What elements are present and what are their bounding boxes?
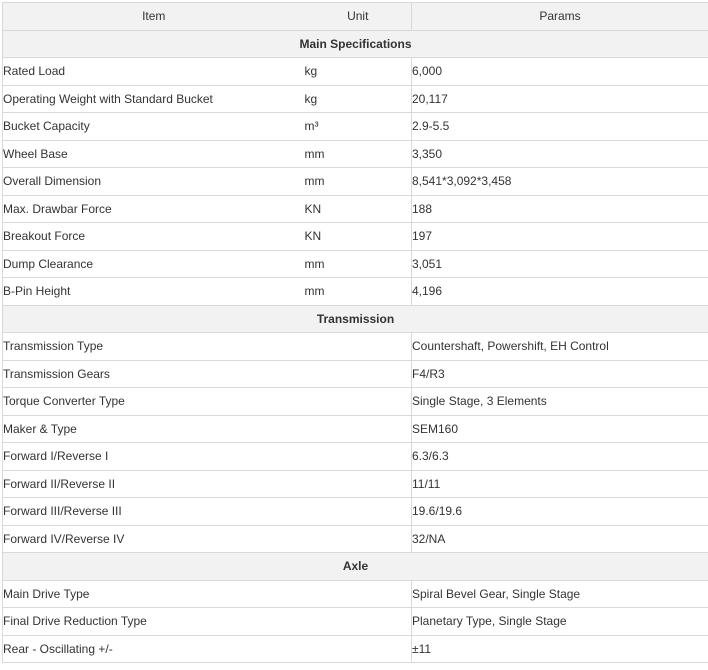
row-params: 11/11 [412,470,708,498]
row-item: Forward IV/Reverse IV [3,525,305,553]
spec-table [2,2,708,663]
section-title: Main Specifications [3,30,708,58]
table-row [3,525,708,553]
row-unit [305,415,412,443]
row-unit [305,525,412,553]
row-unit: mm [305,140,412,168]
section-row [3,30,708,58]
row-unit [305,608,412,636]
row-params: 188 [412,195,708,223]
row-unit: mm [305,278,412,306]
row-params: Planetary Type, Single Stage [412,608,708,636]
section-title: Axle [3,553,708,581]
row-unit: m³ [305,113,412,141]
table-row [3,195,708,223]
section-title: Transmission [3,305,708,333]
row-unit [305,635,412,663]
table-row [3,415,708,443]
row-params: 6,000 [412,58,708,86]
row-item: Final Drive Reduction Type [3,608,305,636]
table-row [3,608,708,636]
row-unit [305,580,412,608]
row-item: Wheel Base [3,140,305,168]
row-item: Rated Load [3,58,305,86]
table-row [3,333,708,361]
table-row [3,278,708,306]
table-row [3,443,708,471]
row-item: Maker & Type [3,415,305,443]
row-params: 6.3/6.3 [412,443,708,471]
row-unit: kg [305,58,412,86]
header-row [3,3,708,31]
row-item: Operating Weight with Standard Bucket [3,85,305,113]
row-item: Rear - Oscillating +/- [3,635,305,663]
row-item: Breakout Force [3,223,305,251]
row-item: Max. Drawbar Force [3,195,305,223]
row-item: Dump Clearance [3,250,305,278]
row-unit [305,470,412,498]
row-params: 3,051 [412,250,708,278]
section-row [3,305,708,333]
table-row [3,223,708,251]
row-params: 8,541*3,092*3,458 [412,168,708,196]
row-item: Overall Dimension [3,168,305,196]
row-params: 32/NA [412,525,708,553]
row-item: Forward III/Reverse III [3,498,305,526]
row-params: 197 [412,223,708,251]
header-params: Params [412,3,708,31]
table-row [3,250,708,278]
row-unit: KN [305,195,412,223]
row-params: 19.6/19.6 [412,498,708,526]
row-unit [305,333,412,361]
table-body [3,30,708,663]
table-row [3,580,708,608]
header-unit: Unit [305,3,412,31]
row-unit: kg [305,85,412,113]
row-unit [305,360,412,388]
row-params: ±11 [412,635,708,663]
row-params: 4,196 [412,278,708,306]
table-row [3,58,708,86]
row-item: B-Pin Height [3,278,305,306]
row-item: Transmission Type [3,333,305,361]
row-unit: mm [305,168,412,196]
table-row [3,635,708,663]
row-item: Bucket Capacity [3,113,305,141]
row-item: Main Drive Type [3,580,305,608]
table-header [3,3,708,31]
header-item: Item [3,3,305,31]
table-row [3,360,708,388]
row-item: Transmission Gears [3,360,305,388]
row-item: Forward I/Reverse I [3,443,305,471]
row-unit [305,443,412,471]
table-row [3,498,708,526]
row-params: SEM160 [412,415,708,443]
row-unit: mm [305,250,412,278]
row-unit [305,388,412,416]
table-row [3,113,708,141]
row-unit: KN [305,223,412,251]
row-params: F4/R3 [412,360,708,388]
table-row [3,85,708,113]
table-row [3,470,708,498]
row-params: 3,350 [412,140,708,168]
row-params: 2.9-5.5 [412,113,708,141]
row-params: 20,117 [412,85,708,113]
section-row [3,553,708,581]
table-row [3,388,708,416]
row-item: Forward II/Reverse II [3,470,305,498]
row-params: Spiral Bevel Gear, Single Stage [412,580,708,608]
table-row [3,168,708,196]
row-item: Torque Converter Type [3,388,305,416]
table-row [3,140,708,168]
row-params: Single Stage, 3 Elements [412,388,708,416]
row-unit [305,498,412,526]
row-params: Countershaft, Powershift, EH Control [412,333,708,361]
